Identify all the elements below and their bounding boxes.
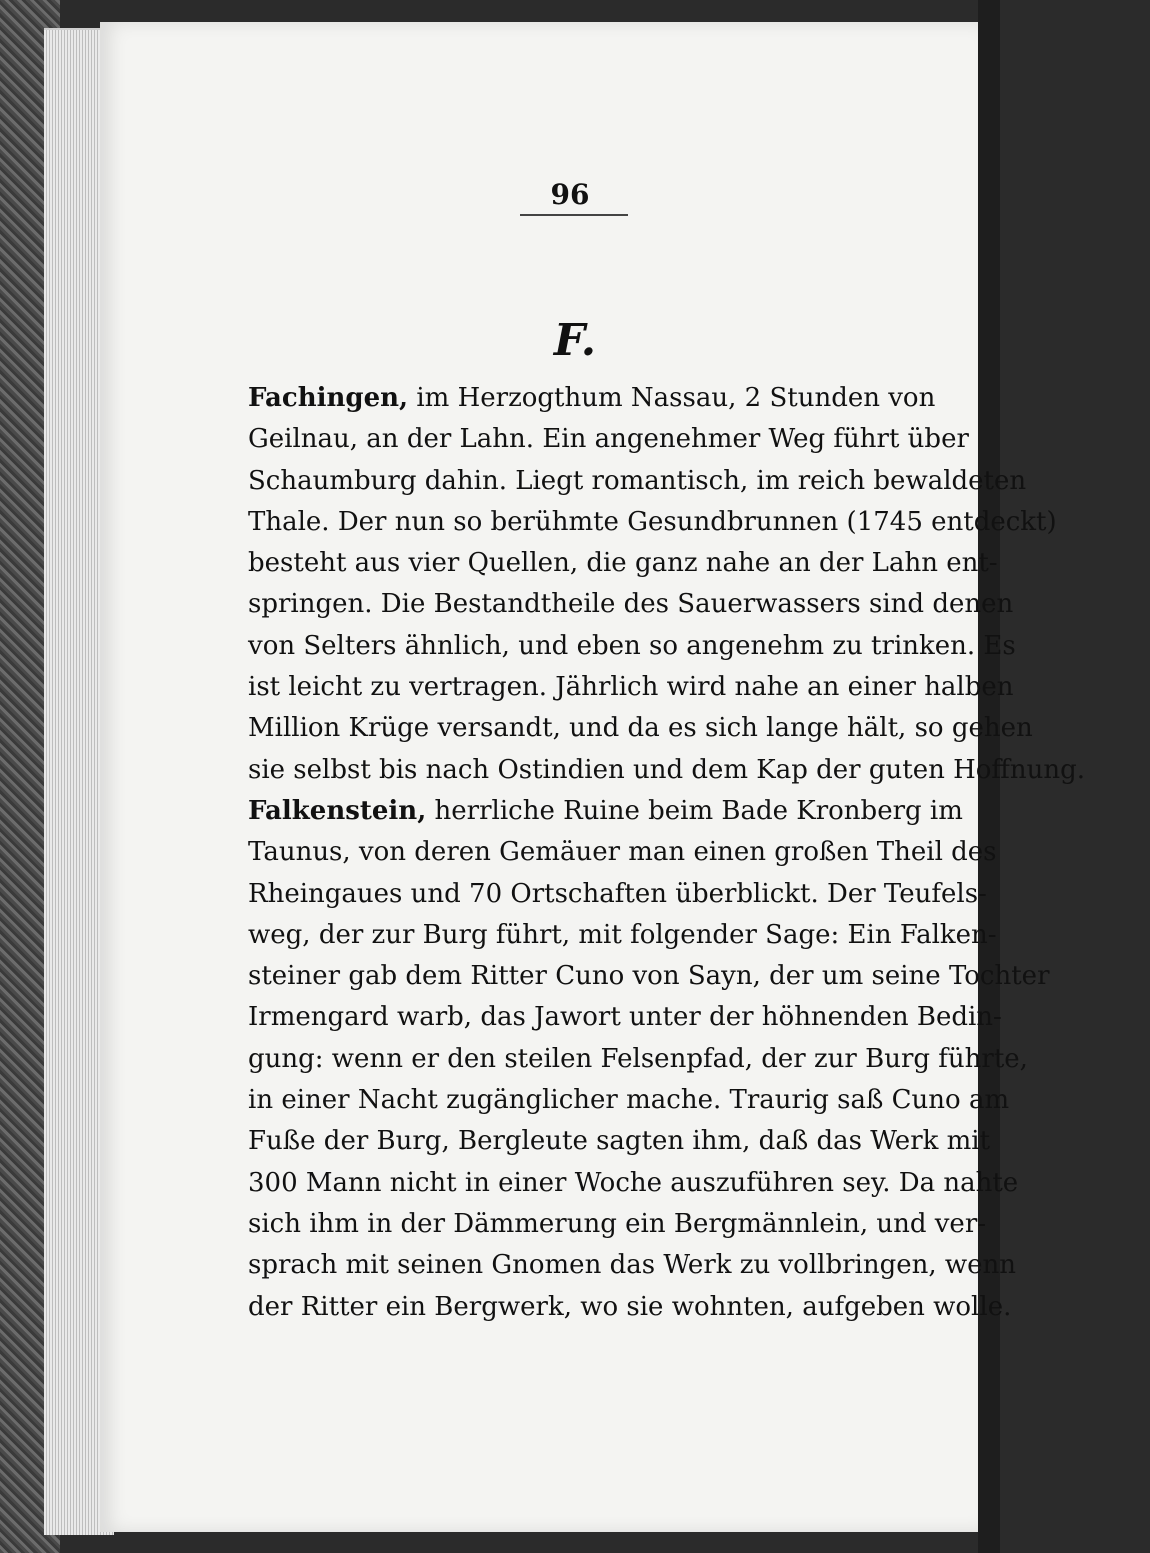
text-line [248, 1204, 987, 1245]
section-letter: F. [553, 315, 597, 366]
line-text: springen. Die Bestandtheile des Sauerwassers sind denen [248, 589, 1014, 620]
text-line [248, 1121, 991, 1162]
text-line [248, 584, 1014, 625]
text-line [248, 915, 997, 956]
line-text: Fuße der Burg, Bergleute sagten ihm, daß das Werk mit [248, 1126, 991, 1157]
entry-term: Falkenstein, [248, 795, 427, 826]
text-line [248, 997, 1002, 1038]
line-text: besteht aus vier Quellen, die ganz nahe an der Lahn ent- [248, 548, 998, 579]
text-line [248, 832, 997, 873]
text-line [248, 626, 1016, 667]
line-text: weg, der zur Burg führt, mit folgender Sage: Ein Falken- [248, 919, 997, 950]
text-line [248, 1287, 1012, 1328]
entry-term: Fachingen, [248, 383, 409, 413]
line-text: im Herzogthum Nassau, 2 Stunden von [408, 383, 936, 413]
body-text [248, 378, 1086, 1328]
text-line [248, 543, 998, 584]
line-text: Million Krüge versandt, und da es sich lange hält, so gehen [248, 713, 1033, 744]
line-text: Irmengard warb, das Jawort unter der höhnenden Bedin- [248, 1002, 1002, 1033]
text-line [248, 708, 1033, 749]
line-text: steiner gab dem Ritter Cuno von Sayn, der um seine Tochter [248, 961, 1050, 992]
text-line [248, 1245, 1017, 1286]
header-rule [520, 214, 628, 216]
line-text: in einer Nacht zugänglicher mache. Traurig saß Cuno am [248, 1085, 1010, 1116]
line-text: Rheingaues und 70 Ortschaften überblickt. Der Teufels- [248, 878, 987, 909]
text-line [248, 874, 987, 915]
line-text: der Ritter ein Bergwerk, wo sie wohnten, aufgeben wolle. [248, 1291, 1012, 1322]
text-line [248, 956, 1050, 997]
text-line [248, 667, 1014, 708]
line-text: ist leicht zu vertragen. Jährlich wird nahe an einer halben [248, 672, 1014, 703]
line-text: sprach mit seinen Gnomen das Werk zu vollbringen, wenn [248, 1250, 1017, 1281]
line-text: gung: wenn er den steilen Felsenpfad, der zur Burg führte, [248, 1043, 1028, 1074]
page-number: 96 [550, 178, 590, 211]
line-text: von Selters ähnlich, und eben so angenehm zu trinken. Es [248, 630, 1016, 661]
text-line [248, 378, 936, 419]
line-text: Geilnau, an der Lahn. Ein angenehmer Weg führt über [248, 424, 969, 455]
line-text: Taunus, von deren Gemäuer man einen großen Theil des [248, 837, 997, 868]
text-line [248, 791, 963, 832]
line-text: Thale. Der nun so berühmte Gesundbrunnen (1745 entdeckt) [248, 506, 1057, 537]
line-text: herrliche Ruine beim Bade Kronberg im [426, 795, 963, 826]
text-line [248, 419, 969, 460]
line-text: 300 Mann nicht in einer Woche auszuführen sey. Da nahte [248, 1167, 1019, 1198]
text-line [248, 750, 1086, 791]
text-line [248, 461, 1027, 502]
text-line [248, 1163, 1019, 1204]
line-text: sie selbst bis nach Ostindien und dem Kap der guten Hoffnung. [248, 754, 1086, 785]
text-line [248, 502, 1057, 543]
text-line [248, 1039, 1028, 1080]
line-text: Schaumburg dahin. Liegt romantisch, im reich bewaldeten [248, 465, 1027, 496]
line-text: sich ihm in der Dämmerung ein Bergmännlein, und ver- [248, 1208, 987, 1239]
text-line [248, 1080, 1010, 1121]
